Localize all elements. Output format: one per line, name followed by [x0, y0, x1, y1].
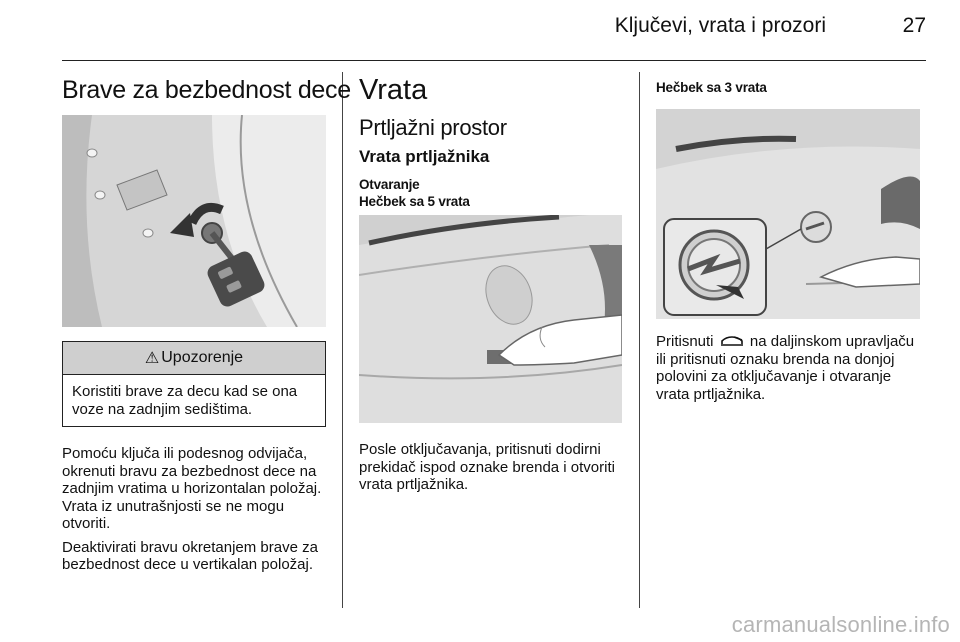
column-divider-right [639, 72, 640, 608]
paragraph-deactivate: Deaktivirati bravu okretanjem brave za bezbednost dece u vertikalan položaj. [62, 538, 318, 573]
text-after-icon: na daljinskom upravljaču ili pritisnuti oznaku brenda na donjoj polovini za otključavanje i otvaranje vrata prtljažnika. [656, 333, 915, 403]
column-3-door [656, 72, 922, 409]
page-number: 27 [902, 14, 926, 37]
section-heading: Brave za bezbednost dece [62, 76, 351, 104]
watermark: carmanualsonline.info [731, 612, 950, 637]
car-tailgate-icon [720, 335, 744, 347]
paragraph-3-door-opening [656, 333, 922, 403]
hatchback-5-door-tailgate-illustration [359, 215, 622, 423]
hatchback-3-door-brand-logo-illustration [656, 109, 920, 319]
paragraph-activate: Pomoću ključa ili podesnog odvijača, okrenuti bravu za bezbednost dece na zadnjim vratima u horizontalan položaj. Vrata iz unutrašnjosti se ne mogu otvoriti. [62, 445, 322, 532]
label-3-door: Hečbek sa 3 vrata [656, 80, 767, 95]
warning-text: Koristiti brave za decu kad se ona voze na zadnjim sedištima. [72, 383, 298, 418]
subheading-tailgate: Vrata prtljažnika [359, 147, 490, 166]
subheading-load-compartment: Prtljažni prostor [359, 115, 507, 140]
label-opening: Otvaranje [359, 177, 420, 192]
header-title: Ključevi, vrata i prozori [614, 14, 826, 37]
warning-title: Upozorenje [161, 349, 244, 366]
label-5-door: Hečbek sa 5 vrata [359, 194, 470, 209]
column-child-safety-locks [62, 72, 351, 580]
column-divider-left [342, 72, 343, 608]
column-doors [359, 72, 624, 500]
warning-triangle-icon: ⚠ [144, 350, 160, 367]
warning-header [63, 342, 325, 375]
paragraph-tailgate-opening: Posle otključavanja, pritisnuti dodirni prekidač ispod oznake brenda i otvoriti vrata prtljažnika. [359, 441, 615, 493]
section-heading-doors: Vrata [359, 74, 428, 106]
warning-box [62, 341, 326, 427]
header-rule [62, 60, 926, 61]
child-lock-key-illustration [62, 115, 326, 327]
text-before-icon: Pritisnuti [656, 333, 714, 350]
